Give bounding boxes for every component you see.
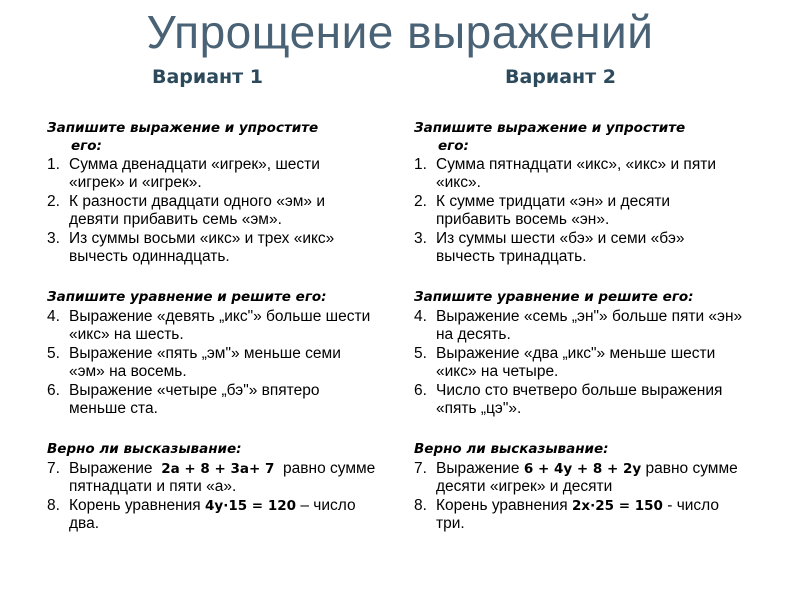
task-text: [69, 497, 377, 533]
task-text: [436, 460, 744, 496]
task-item: [47, 345, 377, 381]
task-number: 5.: [47, 345, 60, 362]
task-item: [47, 460, 377, 496]
task-number: 2.: [47, 193, 60, 210]
task-text-pre: Корень уравнения: [436, 497, 568, 514]
task-text: Выражение «девять „икс"» больше шести «икс» на шесть.: [69, 308, 371, 343]
task-number: 4.: [47, 308, 60, 325]
task-number: 1.: [414, 156, 427, 173]
task-text-post: равно сумме пятнадцати и пяти «а».: [69, 460, 376, 495]
task-text-post: - число три.: [436, 497, 720, 532]
task-number: 8.: [414, 497, 427, 514]
task-item: [414, 193, 744, 229]
task-number: 4.: [414, 308, 427, 325]
math-expression: 6 + 4у + 8 + 2у: [523, 461, 642, 477]
task-text: [436, 497, 744, 533]
task-text-post: равно сумме десяти «игрек» и десяти: [436, 460, 738, 495]
task-text: Из суммы шести «бэ» и семи «бэ» вычесть тринадцать.: [436, 230, 685, 265]
task-number: 5.: [414, 345, 427, 362]
task-item: [414, 382, 744, 418]
task-text: Выражение «два „икс"» меньше шести «икс» на четыре.: [436, 345, 716, 380]
task-text: Сумма двенадцати «игрек», шести «игрек» и «игрек».: [69, 156, 320, 191]
task-text: Выражение «четыре „бэ"» впятеро меньше ста.: [69, 382, 320, 417]
task-number: 2.: [414, 193, 427, 210]
task-item: [414, 497, 744, 533]
task-number: 6.: [47, 382, 60, 399]
math-expression: 2а + 8 + 3а+ 7: [161, 461, 275, 477]
task-item: [47, 308, 377, 344]
task-text: Число сто вчетверо больше выражения «пять „цэ"».: [436, 382, 723, 417]
task-text: К разности двадцати одного «эм» и девяти прибавить семь «эм».: [69, 193, 326, 228]
task-number: 3.: [414, 230, 427, 247]
section-heading-expression: [414, 119, 744, 155]
task-text-post: – число два.: [69, 497, 356, 532]
section-heading-true-false: Верно ли высказывание:: [414, 441, 609, 457]
task-text: Сумма пятнадцати «икс», «икс» и пяти «икс».: [436, 156, 716, 191]
task-item: [47, 382, 377, 418]
task-number: 7.: [414, 460, 427, 477]
heading-line: его:: [438, 138, 469, 154]
task-text: Из суммы восьми «икс» и трех «икс» вычесть одиннадцать.: [69, 230, 335, 265]
task-number: 6.: [414, 382, 427, 399]
task-number: 8.: [47, 497, 60, 514]
section-heading-expression: [47, 119, 377, 155]
task-item: [414, 230, 744, 266]
heading-line: Запишите выражение и упростите: [414, 120, 686, 136]
variant-2-heading: Вариант 2: [505, 66, 617, 88]
task-text: Выражение «пять „эм"» меньше семи «эм» на восемь.: [69, 345, 341, 380]
task-text-pre: Выражение: [436, 460, 520, 477]
task-item: [47, 193, 377, 229]
task-item: [47, 230, 377, 266]
variant-2-column: [414, 119, 744, 559]
variant-1-column: [47, 119, 377, 549]
variant-1-heading: Вариант 1: [152, 66, 264, 88]
heading-line: Запишите выражение и упростите: [47, 120, 319, 136]
slide-title: Упрощение выражений: [146, 6, 654, 58]
task-text: Выражение «семь „эн"» больше пяти «эн» на десять.: [436, 308, 743, 343]
task-item: [414, 345, 744, 381]
task-text: К сумме тридцати «эн» и десяти прибавить восемь «эн».: [436, 193, 671, 228]
section-heading-equation: Запишите уравнение и решите его:: [414, 289, 694, 305]
task-text-pre: Корень уравнения: [69, 497, 201, 514]
section-heading-equation: Запишите уравнение и решите его:: [47, 289, 327, 305]
math-expression: 4у·15 = 120: [205, 498, 296, 514]
task-number: 3.: [47, 230, 60, 247]
task-item: [47, 156, 377, 192]
heading-line: его:: [71, 138, 102, 154]
task-item: [47, 497, 377, 533]
task-number: 7.: [47, 460, 60, 477]
section-heading-true-false: Верно ли высказывание:: [47, 441, 242, 457]
task-number: 1.: [47, 156, 60, 173]
task-text: [69, 460, 377, 496]
task-item: [414, 156, 744, 192]
task-item: [414, 308, 744, 344]
math-expression: 2х·25 = 150: [572, 498, 663, 514]
task-item: [414, 460, 744, 496]
task-text-pre: Выражение: [69, 460, 153, 477]
